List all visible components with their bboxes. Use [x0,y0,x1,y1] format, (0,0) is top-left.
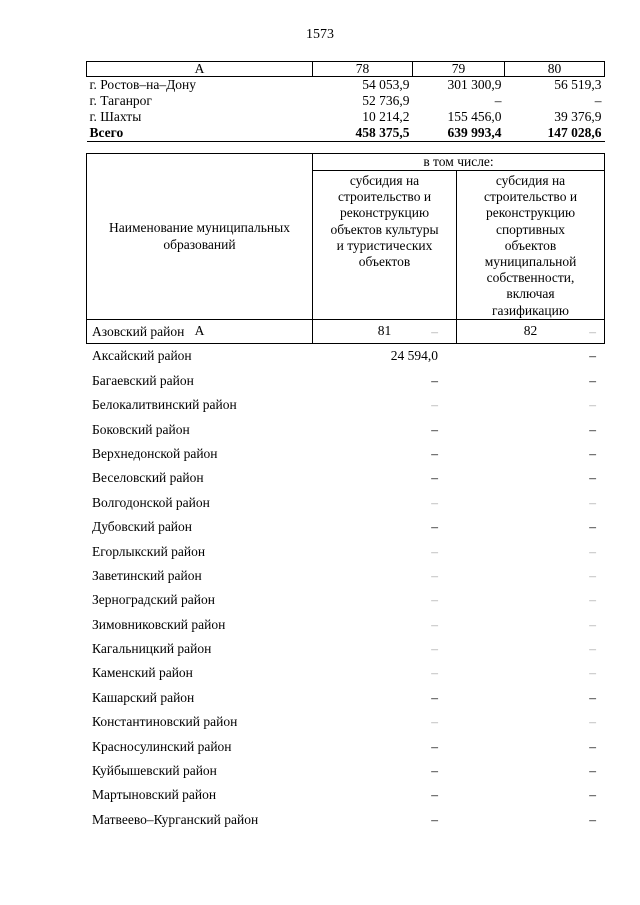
table-row [86,686,604,710]
value-81: – [431,324,438,339]
value-81: – [431,445,438,461]
value-80: – [594,93,602,108]
table-row [86,491,604,515]
value-82: – [589,592,596,608]
district-name: Дубовский район [92,519,193,535]
col-82-title-text: субсидия на строительство и реконструкцию спортивных объектов муниципальной собственности, включая газификацию [483,173,578,318]
value-81: – [431,421,438,437]
table-row [87,109,605,125]
table-row [86,320,604,344]
district-name: Матвеево–Курганский район [92,811,259,827]
district-name: Багаевский район [92,372,194,388]
value-81: – [431,470,438,486]
table-row [86,564,604,588]
table-row [86,393,604,417]
header-cell-80: 80 [505,62,605,77]
table-row [86,369,604,393]
value-81: 24 594,0 [390,348,438,364]
value-81: – [431,397,438,413]
column-header-table [86,153,605,344]
table-row [87,93,605,109]
table-row [86,759,604,783]
top-summary-table [86,61,605,142]
col-82-title [457,171,605,320]
value-80: 56 519,3 [554,77,602,92]
value-81: – [431,763,438,779]
value-81: – [431,372,438,388]
table-row [86,515,604,539]
total-80: 147 028,6 [505,125,605,142]
table-row [86,783,604,807]
table-row [86,613,604,637]
value-81: – [431,665,438,681]
table-row [86,808,604,832]
header-cell-78: 78 [313,62,413,77]
value-82: – [589,397,596,413]
top-table-header [87,62,605,77]
value-80: 39 376,9 [554,109,602,124]
table-row [86,661,604,685]
value-78: 52 736,9 [362,93,410,108]
district-name: Волгодонской район [92,494,210,510]
table-row [86,540,604,564]
table-row [86,710,604,734]
col-81-title-text: субсидия на строительство и реконструкцию объектов культуры и туристических объектов [330,173,439,270]
district-name: Боковский район [92,421,190,437]
value-78: 54 053,9 [362,77,410,92]
col-a-number: А [87,319,313,343]
value-82: – [589,372,596,388]
value-82: – [589,714,596,730]
value-79: 301 300,9 [447,77,502,92]
district-name: Каменский район [92,665,193,681]
row-name: г. Шахты [89,109,142,124]
value-81: – [431,689,438,705]
value-81: – [431,738,438,754]
col-81-title [313,171,457,320]
total-79: 639 993,4 [413,125,505,142]
in-that-number-header: в том числе: [313,154,605,171]
header-cell-a: А [87,62,313,77]
district-name: Верхнедонской район [92,445,218,461]
district-name: Заветинский район [92,567,202,583]
district-name: Куйбышевский район [92,763,217,779]
value-81: – [431,641,438,657]
district-name: Красносулинский район [92,738,232,754]
value-81: – [431,494,438,510]
value-81: – [431,616,438,632]
table-row [86,418,604,442]
name-column-header [87,154,313,320]
table-row [86,735,604,759]
row-name: г. Ростов–на–Дону [89,77,197,92]
district-name: Веселовский район [92,470,204,486]
value-82: – [589,421,596,437]
value-82: – [589,665,596,681]
value-82: – [589,616,596,632]
district-name: Кагальницкий район [92,641,212,657]
district-rows [86,320,604,832]
table-row [86,466,604,490]
value-82: – [589,738,596,754]
value-81: – [431,543,438,559]
col-82-number: 82 [457,319,605,343]
value-81: – [431,787,438,803]
value-81: – [431,567,438,583]
district-name: Аксайский район [92,348,192,364]
value-81: – [431,519,438,535]
table-row [86,344,604,368]
col-81-number: 81 [313,319,457,343]
district-name: Кашарский район [92,689,195,705]
value-82: – [589,470,596,486]
district-name: Азовский район [92,324,185,339]
value-82: – [589,543,596,559]
value-82: – [589,519,596,535]
district-name: Зерноградский район [92,592,215,608]
value-82: – [589,567,596,583]
total-row [87,125,605,142]
name-column-label: Наименование муниципальных образований [109,220,290,253]
district-name: Белокалитвинский район [92,397,237,413]
header-cell-79: 79 [413,62,505,77]
value-82: – [589,494,596,510]
table-row [87,77,605,94]
value-82: – [589,689,596,705]
value-81: – [431,714,438,730]
value-79: 155 456,0 [447,109,502,124]
value-82: – [589,811,596,827]
value-79: – [494,93,502,108]
table-row [86,637,604,661]
district-name: Егорлыкский район [92,543,206,559]
value-82: – [589,445,596,461]
value-82: – [589,787,596,803]
value-82: – [589,324,596,339]
district-name: Зимовниковский район [92,616,226,632]
district-name: Мартыновский район [92,787,217,803]
district-name: Константиновский район [92,714,238,730]
value-81: – [431,811,438,827]
table-row [86,442,604,466]
page-number: 1573 [306,27,334,42]
value-82: – [589,348,596,364]
value-82: – [589,641,596,657]
value-82: – [589,763,596,779]
table-row [86,588,604,612]
total-label: Всего [87,125,313,142]
value-81: – [431,592,438,608]
value-78: 10 214,2 [362,109,410,124]
total-78: 458 375,5 [313,125,413,142]
row-name: г. Таганрог [89,93,152,108]
